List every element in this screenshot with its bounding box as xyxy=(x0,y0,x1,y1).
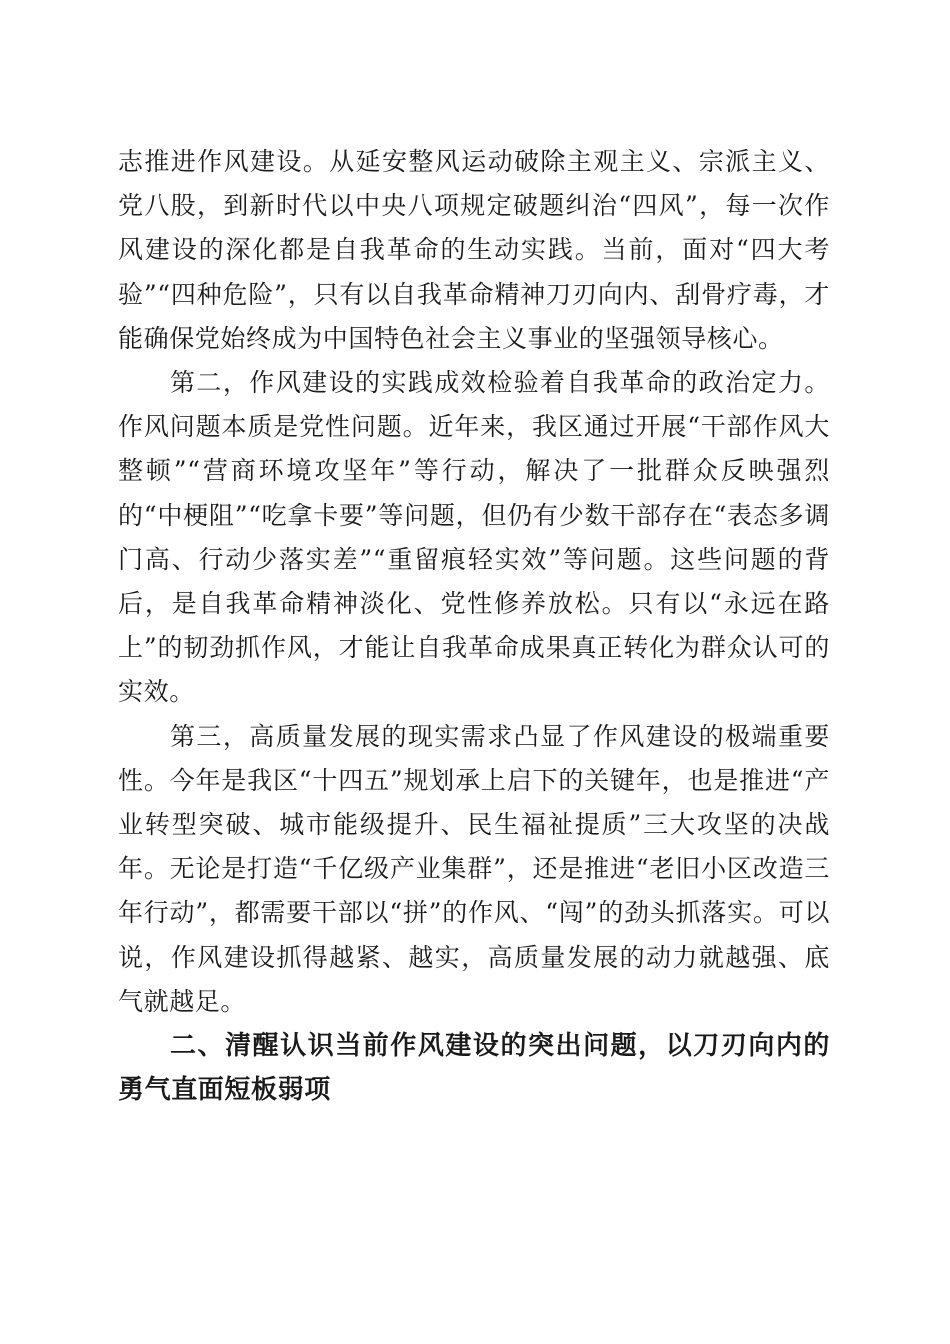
document-body xyxy=(118,140,830,1112)
paragraph-point-three: 第三，高质量发展的现实需求凸显了作风建设的极端重要性。今年是我区“十四五”规划承上启下的关键年，也是推进“产业转型突破、城市能级提升、民生福祉提质”三大攻坚的决战年。无论是打造“千亿级产业集群”，还是推进“老旧小区改造三年行动”，都需要干部以“拼”的作风、“闯”的劲头抓落实。可以说，作风建设抓得越紧、越实，高质量发展的动力就越强、底气就越足。 xyxy=(118,721,830,1016)
section-heading-two: 二、清醒认识当前作风建设的突出问题，以刀刃向内的勇气直面短板弱项 xyxy=(118,1031,830,1106)
paragraph-continuation: 志推进作风建设。从延安整风运动破除主观主义、宗派主义、党八股，到新时代以中央八项规定破题纠治“四风”，每一次作风建设的深化都是自我革命的生动实践。当前，面对“四大考验”“四种危险”，只有以自我革命精神刀刃向内、刮骨疗毒，才能确保党始终成为中国特色社会主义事业的坚强领导核心。 xyxy=(118,147,830,353)
paragraph-point-two: 第二，作风建设的实践成效检验着自我革命的政治定力。作风问题本质是党性问题。近年来，我区通过开展“干部作风大整顿”“营商环境攻坚年”等行动，解决了一批群众反映强烈的“中梗阻”“吃拿卡要”等问题，但仍有少数干部存在“表态多调门高、行动少落实差”“重留痕轻实效”等问题。这些问题的背后，是自我革命精神淡化、党性修养放松。只有以“永远在路上”的韧劲抓作风，才能让自我革命成果真正转化为群众认可的实效。 xyxy=(118,368,830,707)
